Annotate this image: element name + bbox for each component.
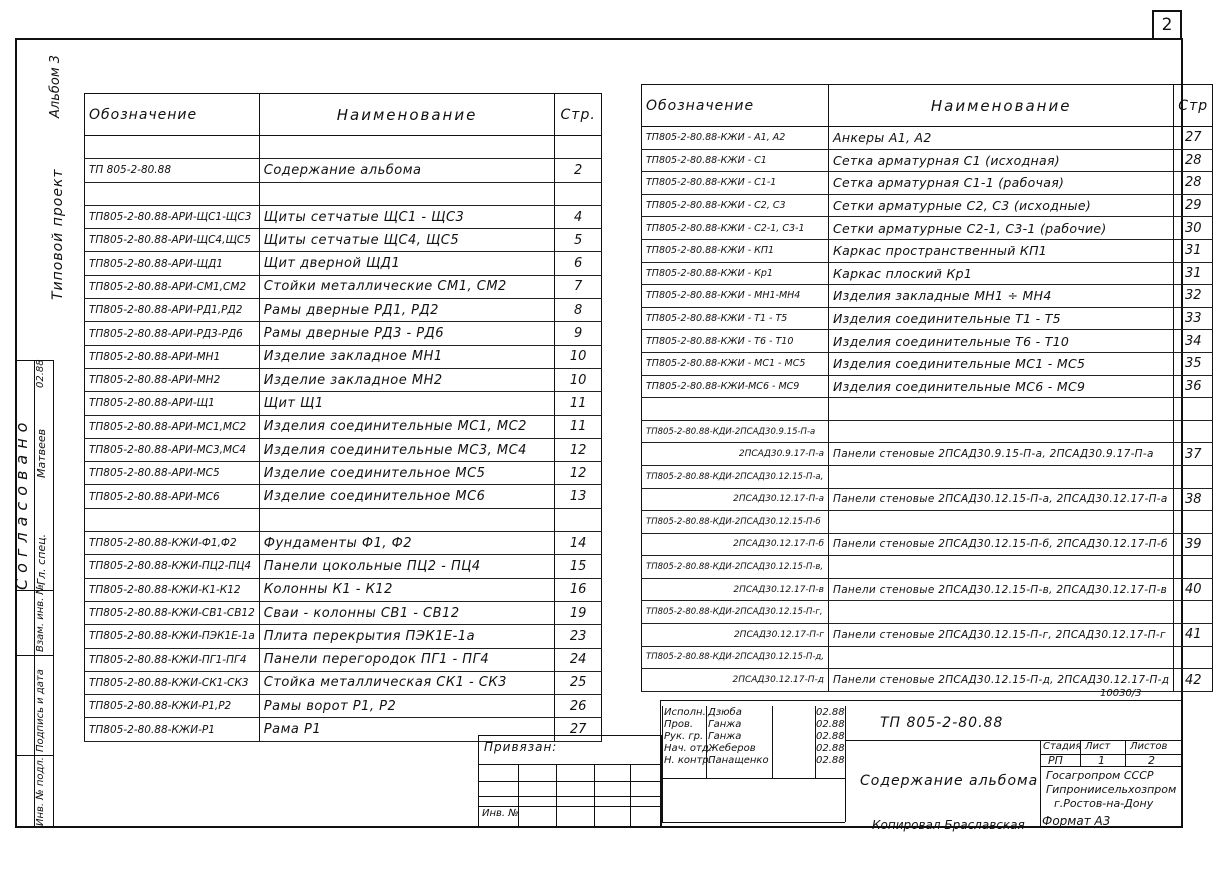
row-designation: ТП805-2-80.88-КЖИ-К1-К12 [85,578,260,601]
row-designation: ТП805-2-80.88-АРИ-МН1 [85,345,260,368]
row-page: 41 [1174,624,1213,647]
table-row [85,136,602,159]
row-page: 8 [555,299,602,322]
table-row [85,462,602,485]
org-line: Госагропром СССР [1046,769,1154,782]
row-name: Стойка металлическая СК1 - СК3 [259,671,555,694]
row-name: Панели стеновые 2ПСАД30.12.15-П-в, 2ПСАД30.12.17-П-в [829,578,1174,601]
binding-label: Привязан: [484,740,558,754]
contents-table-left [84,93,602,742]
header-page: Стр. [555,94,602,136]
table-row [642,285,1213,308]
signer-date: 02.88 [816,731,845,742]
designation-code: ТП 805-2-80.88 [880,715,1004,731]
row-designation: ТП 805-2-80.88 [85,159,260,182]
row-designation: ТП805-2-80.88-КЖИ - МН1-МН4 [642,285,829,308]
row-page [1174,420,1213,443]
row-page: 10 [555,345,602,368]
row-designation: ТП805-2-80.88-АРИ-МС1,МС2 [85,415,260,438]
row-page: 30 [1174,217,1213,240]
row-name: Изделие соединительное МС5 [259,462,555,485]
row-name: Панели стеновые 2ПСАД30.12.15-П-б, 2ПСАД30.12.17-П-б [829,533,1174,556]
row-name: Изделия соединительные Т6 - Т10 [829,330,1174,353]
table-row [642,646,1213,669]
row-designation: ТП805-2-80.88-АРИ-СМ1,СМ2 [85,275,260,298]
row-page: 11 [555,392,602,415]
row-designation: ТП805-2-80.88-КЖИ-ПГ1-ПГ4 [85,648,260,671]
row-name: Колонны К1 - К12 [259,578,555,601]
stamp-replace-inv: Взам. инв. № [35,584,46,652]
row-name: Рамы дверные РД1, РД2 [259,299,555,322]
row-page [1174,646,1213,669]
row-name: Каркас пространственный КП1 [829,239,1174,262]
table-row [642,511,1213,534]
table-row [85,671,602,694]
project-label: Типовой проект [50,168,66,300]
signer-name: Ганжа [708,731,742,742]
row-name: Панели стеновые 2ПСАД30.12.15-П-г, 2ПСАД30.12.17-П-г [829,624,1174,647]
row-name [259,136,555,159]
org-block [1046,769,1176,811]
row-name: Сетка арматурная С1-1 (рабочая) [829,172,1174,195]
row-designation [85,136,260,159]
row-name [829,511,1174,534]
row-page: 31 [1174,262,1213,285]
table-row [85,532,602,555]
table-row [85,299,602,322]
inv-label: Инв. № [482,808,519,819]
row-designation: ТП805-2-80.88-КЖИ - МС1 - МС5 [642,352,829,375]
page-number: 2 [1152,10,1182,38]
stamp-signature-date: Подпись и дата [35,669,46,752]
row-page: 9 [555,322,602,345]
row-designation: ТП805-2-80.88-КЖИ - Т1 - Т5 [642,307,829,330]
row-name: Изделие закладное МН1 [259,345,555,368]
table-row [642,578,1213,601]
row-designation: 2ПСАД30.12.17-П-д [642,669,829,692]
row-name [829,601,1174,624]
row-name: Плита перекрытия ПЭК1Е-1а [259,625,555,648]
table-row [642,624,1213,647]
row-designation: 2ПСАД30.9.17-П-а [642,443,829,466]
table-row [85,229,602,252]
table-row [85,159,602,182]
row-name [829,646,1174,669]
row-designation: ТП805-2-80.88-КЖИ - А1, А2 [642,127,829,150]
table-row [85,252,602,275]
row-designation: ТП805-2-80.88-АРИ-ЩД1 [85,252,260,275]
row-designation: ТП805-2-80.88-АРИ-РД3-РД6 [85,322,260,345]
row-designation [85,182,260,205]
table-row [642,465,1213,488]
agreed-label: Согласовано [12,416,31,590]
row-page: 24 [555,648,602,671]
table-row [642,420,1213,443]
row-name: Анкеры А1, А2 [829,127,1174,150]
table-row [85,275,602,298]
signer-role: Н. контр. [664,755,712,766]
table-row [85,205,602,228]
stage-value: РП [1048,754,1063,767]
row-designation: 2ПСАД30.12.17-П-а [642,488,829,511]
row-designation: ТП805-2-80.88-КЖИ - С2, С3 [642,194,829,217]
table-row [85,578,602,601]
table-row [85,485,602,508]
row-designation: ТП805-2-80.88-АРИ-РД1,РД2 [85,299,260,322]
row-designation: ТП805-2-80.88-КЖИ - Т6 - Т10 [642,330,829,353]
row-name: Стойки металлические СМ1, СМ2 [259,275,555,298]
row-name: Изделия закладные МН1 ÷ МН4 [829,285,1174,308]
table-row [642,330,1213,353]
signer-role: Пров. [664,719,694,730]
row-page: 11 [555,415,602,438]
signer-date: 02.88 [816,719,845,730]
table-row [642,556,1213,579]
row-designation: ТП805-2-80.88-КЖИ - Кр1 [642,262,829,285]
sheet-label: Лист [1085,741,1111,752]
row-page: 28 [1174,149,1213,172]
row-page: 2 [555,159,602,182]
row-page: 12 [555,438,602,461]
row-name [829,420,1174,443]
row-name [829,398,1174,421]
stage-label: Стадия [1043,741,1082,752]
sheet-value: 1 [1098,754,1105,767]
row-page: 4 [555,205,602,228]
row-designation: ТП805-2-80.88-АРИ-МН2 [85,368,260,391]
row-page [1174,398,1213,421]
signer-name: Жеберов [708,743,756,754]
row-designation: ТП805-2-80.88-АРИ-МС6 [85,485,260,508]
table-row [642,398,1213,421]
row-designation: ТП805-2-80.88-АРИ-ЩС1-ЩС3 [85,205,260,228]
row-page [1174,465,1213,488]
row-designation: ТП805-2-80.88-КДИ-2ПСАД30.12.15-П-г, [642,601,829,624]
row-page: 38 [1174,488,1213,511]
row-designation: ТП805-2-80.88-КЖИ - С1-1 [642,172,829,195]
row-designation: ТП805-2-80.88-КЖИ-СВ1-СВ12 [85,601,260,624]
row-page: 40 [1174,578,1213,601]
row-page: 26 [555,695,602,718]
row-designation: ТП805-2-80.88-КДИ-2ПСАД30.9.15-П-а [642,420,829,443]
table-row [642,352,1213,375]
stamp-original-inv: Инв. № подл. [35,757,46,826]
row-name: Щит дверной ЩД1 [259,252,555,275]
table-row [642,172,1213,195]
header-designation: Обозначение [85,94,260,136]
row-name: Изделия соединительные МС3, МС4 [259,438,555,461]
row-page: 25 [555,671,602,694]
row-designation: ТП805-2-80.88-КЖИ-МС6 - МС9 [642,375,829,398]
row-page: 39 [1174,533,1213,556]
table-row [85,415,602,438]
table-row [642,375,1213,398]
table-row [642,533,1213,556]
row-name: Рамы дверные РД3 - РД6 [259,322,555,345]
row-name: Изделия соединительные МС6 - МС9 [829,375,1174,398]
org-line: г.Ростов-на-Дону [1054,797,1154,810]
row-page [1174,511,1213,534]
row-designation: ТП805-2-80.88-АРИ-МС3,МС4 [85,438,260,461]
header-designation: Обозначение [642,85,829,127]
row-name [259,508,555,531]
table-row [642,601,1213,624]
signer-role: Исполн. [664,707,706,718]
row-designation: ТП805-2-80.88-АРИ-МС5 [85,462,260,485]
row-page: 28 [1174,172,1213,195]
row-page [555,136,602,159]
format-label: Формат А3 [1042,814,1111,828]
table-row [85,368,602,391]
signer-date: 02.88 [816,755,845,766]
table-row [642,239,1213,262]
table-row [85,182,602,205]
signer-date: 02.88 [816,707,845,718]
row-page: 19 [555,601,602,624]
signer-date: 02.88 [35,359,46,388]
row-page: 13 [555,485,602,508]
table-row [642,307,1213,330]
signer-role: Нач. отд. [664,743,712,754]
row-name [259,182,555,205]
row-designation: ТП805-2-80.88-КЖИ-Р1 [85,718,260,741]
sheets-value: 2 [1148,754,1155,767]
row-name: Щиты сетчатые ЩС1 - ЩС3 [259,205,555,228]
row-page: 27 [555,718,602,741]
row-designation [85,508,260,531]
table-row [642,488,1213,511]
inventory-number: 10030/3 [1100,688,1142,699]
row-designation: 2ПСАД30.12.17-П-в [642,578,829,601]
table-row [642,127,1213,150]
row-name: Рама Р1 [259,718,555,741]
table-row [85,695,602,718]
row-name [829,556,1174,579]
row-name: Содержание альбома [259,159,555,182]
row-name: Сетки арматурные С2, С3 (исходные) [829,194,1174,217]
copied-label: Копировал Браславская [872,818,1025,832]
row-page: 33 [1174,307,1213,330]
row-name: Панели перегородок ПГ1 - ПГ4 [259,648,555,671]
row-designation: ТП805-2-80.88-КЖИ-СК1-СК3 [85,671,260,694]
table-row [85,392,602,415]
row-page: 31 [1174,239,1213,262]
row-designation: ТП805-2-80.88-КЖИ-ПЭК1Е-1а [85,625,260,648]
sheet-title: Содержание альбома [860,773,1039,789]
table-row [642,149,1213,172]
row-page [555,508,602,531]
row-name: Изделия соединительные Т1 - Т5 [829,307,1174,330]
row-name: Изделия соединительные МС1, МС2 [259,415,555,438]
signer-role: Рук. гр. [664,731,704,742]
table-row [85,322,602,345]
table-row [85,648,602,671]
row-page: 10 [555,368,602,391]
row-page: 29 [1174,194,1213,217]
row-designation: ТП805-2-80.88-КЖИ-Р1,Р2 [85,695,260,718]
signer-name: Дзюба [708,707,742,718]
row-designation: ТП805-2-80.88-КДИ-2ПСАД30.12.15-П-д, [642,646,829,669]
row-designation: ТП805-2-80.88-КЖИ - КП1 [642,239,829,262]
table-row [642,217,1213,240]
signer-name: Ганжа [708,719,742,730]
header-name: Наименование [259,94,555,136]
table-row [642,262,1213,285]
table-row [85,438,602,461]
row-designation: ТП805-2-80.88-КЖИ-ПЦ2-ПЦ4 [85,555,260,578]
row-designation: ТП805-2-80.88-КЖИ-Ф1,Ф2 [85,532,260,555]
row-page: 15 [555,555,602,578]
row-name: Панели стеновые 2ПСАД30.12.15-П-д, 2ПСАД30.12.17-П-д [829,669,1174,692]
row-name: Изделие закладное МН2 [259,368,555,391]
contents-table-right [641,84,1213,692]
org-line: Гипрониисельхозпром [1046,783,1177,796]
row-designation: ТП805-2-80.88-КДИ-2ПСАД30.12.15-П-а, [642,465,829,488]
row-name: Фундаменты Ф1, Ф2 [259,532,555,555]
row-name: Щиты сетчатые ЩС4, ЩС5 [259,229,555,252]
row-page: 12 [555,462,602,485]
table-row [642,194,1213,217]
row-designation: 2ПСАД30.12.17-П-г [642,624,829,647]
row-designation: ТП805-2-80.88-АРИ-Щ1 [85,392,260,415]
row-name: Панели стеновые 2ПСАД30.12.15-П-а, 2ПСАД30.12.17-П-а [829,488,1174,511]
row-name: Изделие соединительное МС6 [259,485,555,508]
row-page [1174,601,1213,624]
row-page: 5 [555,229,602,252]
row-designation: ТП805-2-80.88-КДИ-2ПСАД30.12.15-П-б [642,511,829,534]
table-row [85,345,602,368]
row-page: 14 [555,532,602,555]
table-row [85,508,602,531]
row-page: 32 [1174,285,1213,308]
row-name: Рамы ворот Р1, Р2 [259,695,555,718]
row-name: Панели цокольные ПЦ2 - ПЦ4 [259,555,555,578]
row-name: Щит Щ1 [259,392,555,415]
table-row [85,601,602,624]
row-designation: ТП805-2-80.88-АРИ-ЩС4,ЩС5 [85,229,260,252]
row-page: 27 [1174,127,1213,150]
row-page: 7 [555,275,602,298]
signer-name: Панащенко [708,755,769,766]
header-page: Стр [1174,85,1213,127]
row-designation: ТП805-2-80.88-КДИ-2ПСАД30.12.15-П-в, [642,556,829,579]
album-label: Альбом 3 [48,54,63,118]
sheets-label: Листов [1130,741,1168,752]
row-name: Каркас плоский Кр1 [829,262,1174,285]
row-name: Изделия соединительные МС1 - МС5 [829,352,1174,375]
row-name: Сетка арматурная С1 (исходная) [829,149,1174,172]
row-designation [642,398,829,421]
signer-name: Матвеев [35,428,48,478]
row-page: 34 [1174,330,1213,353]
row-name [829,465,1174,488]
row-page: 16 [555,578,602,601]
spec-label: Гл. спец. [35,533,48,585]
row-page: 36 [1174,375,1213,398]
table-row [642,443,1213,466]
row-page: 6 [555,252,602,275]
row-name: Сетки арматурные С2-1, С3-1 (рабочие) [829,217,1174,240]
row-page: 23 [555,625,602,648]
row-page [555,182,602,205]
row-designation: 2ПСАД30.12.17-П-б [642,533,829,556]
row-name: Панели стеновые 2ПСАД30.9.15-П-а, 2ПСАД30.9.17-П-а [829,443,1174,466]
row-name: Сваи - колонны СВ1 - СВ12 [259,601,555,624]
row-page: 35 [1174,352,1213,375]
header-name: Наименование [829,85,1174,127]
row-page: 37 [1174,443,1213,466]
table-row [85,625,602,648]
signer-date: 02.88 [816,743,845,754]
row-page [1174,556,1213,579]
table-row [85,555,602,578]
row-designation: ТП805-2-80.88-КЖИ - С2-1, С3-1 [642,217,829,240]
row-page: 42 [1174,669,1213,692]
row-designation: ТП805-2-80.88-КЖИ - С1 [642,149,829,172]
